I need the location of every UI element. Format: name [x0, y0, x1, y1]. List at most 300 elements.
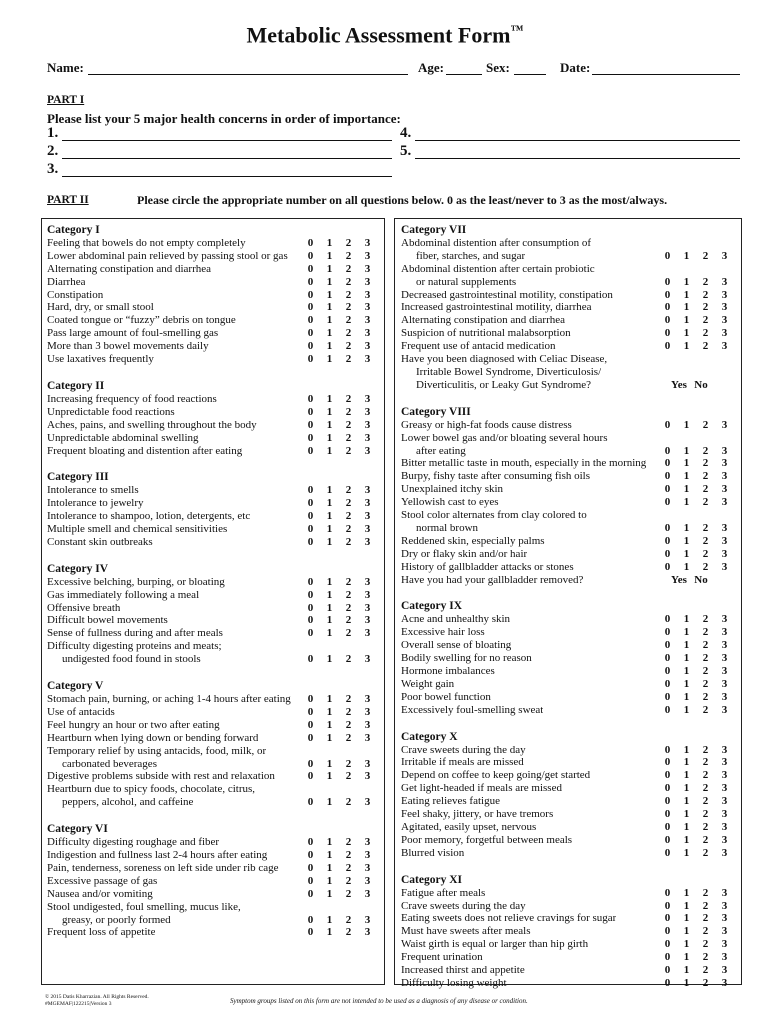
- rating-option-0[interactable]: 0: [664, 560, 671, 573]
- rating-option-3[interactable]: 3: [364, 392, 371, 405]
- rating-option-1[interactable]: 1: [326, 288, 333, 301]
- rating-option-1[interactable]: 1: [326, 340, 333, 353]
- rating-option-2[interactable]: 2: [702, 886, 709, 899]
- rating-option-2[interactable]: 2: [702, 457, 709, 470]
- rating-option-1[interactable]: 1: [326, 444, 333, 457]
- rating-option-0[interactable]: 0: [307, 523, 314, 536]
- rating-option-0[interactable]: 0: [664, 470, 671, 483]
- rating-option-2[interactable]: 2: [345, 301, 352, 314]
- rating-option-3[interactable]: 3: [721, 912, 728, 925]
- rating-option-1[interactable]: 1: [326, 392, 333, 405]
- rating-option-2[interactable]: 2: [345, 861, 352, 874]
- rating-option-0[interactable]: 0: [307, 353, 314, 366]
- rating-option-3[interactable]: 3: [721, 833, 728, 846]
- rating-option-3[interactable]: 3: [721, 899, 728, 912]
- rating-option-1[interactable]: 1: [683, 925, 690, 938]
- rating-option-0[interactable]: 0: [664, 340, 671, 353]
- rating-option-3[interactable]: 3: [721, 886, 728, 899]
- rating-option-1[interactable]: 1: [326, 327, 333, 340]
- rating-option-3[interactable]: 3: [721, 820, 728, 833]
- rating-option-2[interactable]: 2: [702, 677, 709, 690]
- rating-option-2[interactable]: 2: [702, 340, 709, 353]
- rating-option-0[interactable]: 0: [664, 925, 671, 938]
- rating-option-1[interactable]: 1: [326, 262, 333, 275]
- concern-1-field[interactable]: [62, 140, 392, 141]
- rating-option-2[interactable]: 2: [345, 693, 352, 705]
- rating-option-1[interactable]: 1: [326, 588, 333, 601]
- rating-option-2[interactable]: 2: [345, 731, 352, 744]
- rating-option-3[interactable]: 3: [364, 848, 371, 861]
- rating-option-0[interactable]: 0: [307, 327, 314, 340]
- rating-option-3[interactable]: 3: [721, 483, 728, 496]
- rating-option-2[interactable]: 2: [702, 652, 709, 665]
- rating-option-0[interactable]: 0: [307, 770, 314, 783]
- rating-option-3[interactable]: 3: [721, 314, 728, 327]
- rating-option-0[interactable]: 0: [664, 899, 671, 912]
- rating-option-1[interactable]: 1: [326, 236, 333, 249]
- rating-option-1[interactable]: 1: [683, 899, 690, 912]
- rating-option-3[interactable]: 3: [721, 743, 728, 756]
- rating-option-1[interactable]: 1: [683, 275, 690, 288]
- rating-option-3[interactable]: 3: [364, 288, 371, 301]
- rating-option-2[interactable]: 2: [702, 976, 709, 989]
- rating-option-2[interactable]: 2: [345, 601, 352, 614]
- rating-option-2[interactable]: 2: [702, 547, 709, 560]
- rating-option-1[interactable]: 1: [683, 743, 690, 756]
- rating-option-0[interactable]: 0: [307, 575, 314, 588]
- rating-option-3[interactable]: 3: [364, 796, 371, 809]
- rating-option-2[interactable]: 2: [345, 757, 352, 770]
- rating-option-3[interactable]: 3: [721, 769, 728, 782]
- rating-option-0[interactable]: 0: [307, 510, 314, 523]
- rating-option-3[interactable]: 3: [721, 976, 728, 989]
- rating-option-2[interactable]: 2: [345, 249, 352, 262]
- rating-option-2[interactable]: 2: [702, 275, 709, 288]
- rating-option-3[interactable]: 3: [721, 703, 728, 716]
- rating-option-2[interactable]: 2: [345, 796, 352, 809]
- rating-option-2[interactable]: 2: [345, 575, 352, 588]
- rating-option-1[interactable]: 1: [683, 560, 690, 573]
- rating-option-2[interactable]: 2: [702, 703, 709, 716]
- rating-option-2[interactable]: 2: [702, 846, 709, 859]
- rating-option-0[interactable]: 0: [307, 693, 314, 705]
- rating-option-2[interactable]: 2: [702, 521, 709, 534]
- rating-option-3[interactable]: 3: [721, 756, 728, 769]
- rating-option-1[interactable]: 1: [326, 705, 333, 718]
- rating-option-0[interactable]: 0: [307, 249, 314, 262]
- rating-option-2[interactable]: 2: [702, 820, 709, 833]
- rating-option-0[interactable]: 0: [307, 718, 314, 731]
- rating-option-1[interactable]: 1: [683, 288, 690, 301]
- rating-option-2[interactable]: 2: [702, 534, 709, 547]
- rating-option-0[interactable]: 0: [307, 431, 314, 444]
- concern-2-field[interactable]: [62, 158, 392, 159]
- rating-option-0[interactable]: 0: [307, 861, 314, 874]
- rating-option-3[interactable]: 3: [364, 418, 371, 431]
- rating-option-0[interactable]: 0: [664, 301, 671, 314]
- rating-option-2[interactable]: 2: [702, 626, 709, 639]
- rating-option-3[interactable]: 3: [364, 497, 371, 510]
- rating-option-0[interactable]: 0: [664, 951, 671, 964]
- rating-option-2[interactable]: 2: [702, 782, 709, 795]
- rating-option-1[interactable]: 1: [683, 820, 690, 833]
- rating-option-2[interactable]: 2: [345, 262, 352, 275]
- rating-option-1[interactable]: 1: [326, 301, 333, 314]
- rating-option-2[interactable]: 2: [345, 913, 352, 926]
- rating-option-1[interactable]: 1: [683, 846, 690, 859]
- rating-option-2[interactable]: 2: [345, 431, 352, 444]
- rating-option-2[interactable]: 2: [702, 249, 709, 262]
- rating-option-2[interactable]: 2: [702, 665, 709, 677]
- rating-option-2[interactable]: 2: [345, 627, 352, 640]
- rating-option-2[interactable]: 2: [702, 925, 709, 938]
- rating-option-2[interactable]: 2: [345, 275, 352, 288]
- sex-field[interactable]: [514, 74, 546, 75]
- rating-option-1[interactable]: 1: [683, 613, 690, 626]
- rating-option-3[interactable]: 3: [364, 236, 371, 249]
- rating-option-1[interactable]: 1: [326, 575, 333, 588]
- rating-option-3[interactable]: 3: [364, 314, 371, 327]
- no-option[interactable]: No: [694, 378, 708, 391]
- rating-option-2[interactable]: 2: [345, 926, 352, 939]
- rating-option-0[interactable]: 0: [307, 601, 314, 614]
- rating-option-0[interactable]: 0: [664, 677, 671, 690]
- rating-option-3[interactable]: 3: [721, 275, 728, 288]
- rating-option-0[interactable]: 0: [664, 521, 671, 534]
- rating-option-3[interactable]: 3: [364, 405, 371, 418]
- rating-option-3[interactable]: 3: [721, 444, 728, 457]
- rating-option-2[interactable]: 2: [345, 444, 352, 457]
- rating-option-2[interactable]: 2: [345, 653, 352, 666]
- rating-option-1[interactable]: 1: [326, 275, 333, 288]
- rating-option-2[interactable]: 2: [345, 497, 352, 510]
- rating-option-0[interactable]: 0: [664, 483, 671, 496]
- rating-option-3[interactable]: 3: [364, 262, 371, 275]
- rating-option-2[interactable]: 2: [345, 288, 352, 301]
- rating-option-0[interactable]: 0: [307, 288, 314, 301]
- rating-option-1[interactable]: 1: [326, 913, 333, 926]
- rating-option-0[interactable]: 0: [664, 665, 671, 677]
- rating-option-2[interactable]: 2: [345, 418, 352, 431]
- rating-option-0[interactable]: 0: [307, 236, 314, 249]
- rating-option-3[interactable]: 3: [364, 757, 371, 770]
- rating-option-1[interactable]: 1: [683, 483, 690, 496]
- rating-option-3[interactable]: 3: [364, 431, 371, 444]
- rating-option-0[interactable]: 0: [307, 314, 314, 327]
- rating-option-0[interactable]: 0: [664, 756, 671, 769]
- rating-option-2[interactable]: 2: [345, 405, 352, 418]
- rating-option-0[interactable]: 0: [307, 796, 314, 809]
- rating-option-2[interactable]: 2: [702, 470, 709, 483]
- rating-option-2[interactable]: 2: [702, 690, 709, 703]
- rating-option-1[interactable]: 1: [683, 938, 690, 951]
- rating-option-3[interactable]: 3: [721, 249, 728, 262]
- rating-option-0[interactable]: 0: [307, 614, 314, 627]
- rating-option-3[interactable]: 3: [364, 601, 371, 614]
- rating-option-0[interactable]: 0: [307, 588, 314, 601]
- rating-option-2[interactable]: 2: [345, 314, 352, 327]
- rating-option-1[interactable]: 1: [683, 703, 690, 716]
- rating-option-0[interactable]: 0: [664, 782, 671, 795]
- rating-option-3[interactable]: 3: [721, 613, 728, 626]
- rating-option-2[interactable]: 2: [345, 353, 352, 366]
- rating-option-2[interactable]: 2: [345, 836, 352, 849]
- rating-option-0[interactable]: 0: [307, 535, 314, 548]
- name-field[interactable]: [88, 74, 408, 75]
- rating-option-3[interactable]: 3: [721, 951, 728, 964]
- rating-option-0[interactable]: 0: [307, 913, 314, 926]
- rating-option-0[interactable]: 0: [307, 848, 314, 861]
- rating-option-2[interactable]: 2: [702, 418, 709, 431]
- rating-option-2[interactable]: 2: [702, 769, 709, 782]
- rating-option-1[interactable]: 1: [326, 693, 333, 705]
- rating-option-1[interactable]: 1: [326, 796, 333, 809]
- rating-option-1[interactable]: 1: [326, 627, 333, 640]
- rating-option-3[interactable]: 3: [721, 665, 728, 677]
- rating-option-3[interactable]: 3: [364, 874, 371, 887]
- rating-option-1[interactable]: 1: [683, 665, 690, 677]
- rating-option-0[interactable]: 0: [664, 275, 671, 288]
- rating-option-3[interactable]: 3: [721, 418, 728, 431]
- rating-option-3[interactable]: 3: [364, 575, 371, 588]
- rating-option-0[interactable]: 0: [664, 690, 671, 703]
- rating-option-2[interactable]: 2: [345, 614, 352, 627]
- rating-option-3[interactable]: 3: [364, 588, 371, 601]
- rating-option-0[interactable]: 0: [664, 743, 671, 756]
- rating-option-3[interactable]: 3: [364, 484, 371, 497]
- rating-option-3[interactable]: 3: [721, 639, 728, 652]
- rating-option-0[interactable]: 0: [307, 874, 314, 887]
- rating-option-3[interactable]: 3: [364, 926, 371, 939]
- rating-option-0[interactable]: 0: [664, 808, 671, 821]
- rating-option-1[interactable]: 1: [683, 626, 690, 639]
- rating-option-1[interactable]: 1: [683, 418, 690, 431]
- rating-option-2[interactable]: 2: [345, 718, 352, 731]
- rating-option-0[interactable]: 0: [664, 547, 671, 560]
- rating-option-1[interactable]: 1: [326, 249, 333, 262]
- rating-option-3[interactable]: 3: [721, 560, 728, 573]
- rating-option-3[interactable]: 3: [721, 340, 728, 353]
- rating-option-1[interactable]: 1: [326, 418, 333, 431]
- rating-option-2[interactable]: 2: [702, 795, 709, 808]
- rating-option-0[interactable]: 0: [307, 418, 314, 431]
- rating-option-0[interactable]: 0: [664, 833, 671, 846]
- rating-option-2[interactable]: 2: [345, 392, 352, 405]
- yes-option[interactable]: Yes: [671, 378, 687, 391]
- rating-option-0[interactable]: 0: [664, 795, 671, 808]
- rating-option-1[interactable]: 1: [683, 652, 690, 665]
- rating-option-3[interactable]: 3: [364, 535, 371, 548]
- rating-option-1[interactable]: 1: [683, 808, 690, 821]
- rating-option-3[interactable]: 3: [721, 626, 728, 639]
- rating-option-0[interactable]: 0: [664, 703, 671, 716]
- rating-option-2[interactable]: 2: [345, 327, 352, 340]
- rating-option-0[interactable]: 0: [307, 392, 314, 405]
- rating-option-0[interactable]: 0: [664, 457, 671, 470]
- rating-option-1[interactable]: 1: [326, 614, 333, 627]
- rating-option-0[interactable]: 0: [664, 886, 671, 899]
- rating-option-2[interactable]: 2: [345, 523, 352, 536]
- rating-option-2[interactable]: 2: [702, 743, 709, 756]
- rating-option-2[interactable]: 2: [702, 613, 709, 626]
- rating-option-3[interactable]: 3: [721, 288, 728, 301]
- rating-option-1[interactable]: 1: [326, 848, 333, 861]
- rating-option-0[interactable]: 0: [664, 820, 671, 833]
- rating-option-3[interactable]: 3: [721, 496, 728, 509]
- rating-option-3[interactable]: 3: [364, 627, 371, 640]
- rating-option-2[interactable]: 2: [702, 301, 709, 314]
- concern-4-field[interactable]: [415, 140, 740, 141]
- rating-option-0[interactable]: 0: [664, 769, 671, 782]
- rating-option-2[interactable]: 2: [345, 874, 352, 887]
- rating-option-1[interactable]: 1: [683, 639, 690, 652]
- rating-option-3[interactable]: 3: [364, 770, 371, 783]
- rating-option-1[interactable]: 1: [683, 677, 690, 690]
- rating-option-2[interactable]: 2: [702, 912, 709, 925]
- concern-5-field[interactable]: [415, 158, 740, 159]
- rating-option-2[interactable]: 2: [702, 899, 709, 912]
- rating-option-0[interactable]: 0: [307, 653, 314, 666]
- rating-option-1[interactable]: 1: [683, 301, 690, 314]
- rating-option-3[interactable]: 3: [721, 677, 728, 690]
- rating-option-1[interactable]: 1: [683, 444, 690, 457]
- rating-option-0[interactable]: 0: [664, 912, 671, 925]
- rating-option-1[interactable]: 1: [326, 718, 333, 731]
- rating-option-2[interactable]: 2: [345, 340, 352, 353]
- rating-option-1[interactable]: 1: [683, 249, 690, 262]
- rating-option-1[interactable]: 1: [326, 653, 333, 666]
- rating-option-3[interactable]: 3: [721, 690, 728, 703]
- rating-option-2[interactable]: 2: [702, 496, 709, 509]
- rating-option-2[interactable]: 2: [702, 483, 709, 496]
- rating-option-0[interactable]: 0: [307, 484, 314, 497]
- rating-option-1[interactable]: 1: [326, 731, 333, 744]
- rating-option-2[interactable]: 2: [702, 938, 709, 951]
- rating-option-3[interactable]: 3: [364, 275, 371, 288]
- rating-option-0[interactable]: 0: [307, 836, 314, 849]
- rating-option-1[interactable]: 1: [683, 340, 690, 353]
- rating-option-1[interactable]: 1: [326, 601, 333, 614]
- rating-option-2[interactable]: 2: [345, 484, 352, 497]
- rating-option-1[interactable]: 1: [683, 976, 690, 989]
- rating-option-2[interactable]: 2: [702, 808, 709, 821]
- rating-option-2[interactable]: 2: [345, 848, 352, 861]
- rating-option-1[interactable]: 1: [683, 782, 690, 795]
- rating-option-1[interactable]: 1: [326, 431, 333, 444]
- rating-option-2[interactable]: 2: [345, 705, 352, 718]
- rating-option-1[interactable]: 1: [326, 836, 333, 849]
- rating-option-0[interactable]: 0: [664, 626, 671, 639]
- rating-option-1[interactable]: 1: [683, 534, 690, 547]
- rating-option-1[interactable]: 1: [326, 497, 333, 510]
- rating-option-0[interactable]: 0: [664, 534, 671, 547]
- rating-option-3[interactable]: 3: [721, 795, 728, 808]
- rating-option-0[interactable]: 0: [307, 627, 314, 640]
- rating-option-1[interactable]: 1: [683, 951, 690, 964]
- rating-option-0[interactable]: 0: [307, 405, 314, 418]
- rating-option-3[interactable]: 3: [721, 534, 728, 547]
- date-field[interactable]: [592, 74, 740, 75]
- rating-option-1[interactable]: 1: [683, 547, 690, 560]
- rating-option-2[interactable]: 2: [702, 951, 709, 964]
- rating-option-2[interactable]: 2: [345, 510, 352, 523]
- rating-option-0[interactable]: 0: [307, 926, 314, 939]
- rating-option-0[interactable]: 0: [307, 887, 314, 900]
- rating-option-1[interactable]: 1: [326, 757, 333, 770]
- rating-option-3[interactable]: 3: [721, 652, 728, 665]
- rating-option-2[interactable]: 2: [345, 887, 352, 900]
- rating-option-1[interactable]: 1: [326, 353, 333, 366]
- rating-option-2[interactable]: 2: [702, 639, 709, 652]
- rating-option-0[interactable]: 0: [664, 314, 671, 327]
- no-option[interactable]: No: [694, 573, 708, 586]
- rating-option-0[interactable]: 0: [664, 964, 671, 977]
- rating-option-0[interactable]: 0: [307, 340, 314, 353]
- rating-option-3[interactable]: 3: [364, 340, 371, 353]
- rating-option-3[interactable]: 3: [721, 846, 728, 859]
- rating-option-1[interactable]: 1: [326, 523, 333, 536]
- rating-option-1[interactable]: 1: [683, 470, 690, 483]
- rating-option-2[interactable]: 2: [702, 314, 709, 327]
- rating-option-0[interactable]: 0: [307, 497, 314, 510]
- rating-option-3[interactable]: 3: [721, 470, 728, 483]
- rating-option-0[interactable]: 0: [664, 652, 671, 665]
- rating-option-3[interactable]: 3: [364, 913, 371, 926]
- rating-option-1[interactable]: 1: [326, 510, 333, 523]
- rating-option-3[interactable]: 3: [721, 521, 728, 534]
- rating-option-2[interactable]: 2: [345, 535, 352, 548]
- rating-option-1[interactable]: 1: [683, 496, 690, 509]
- rating-option-1[interactable]: 1: [683, 912, 690, 925]
- rating-option-2[interactable]: 2: [702, 756, 709, 769]
- rating-option-0[interactable]: 0: [664, 639, 671, 652]
- rating-option-3[interactable]: 3: [721, 808, 728, 821]
- rating-option-3[interactable]: 3: [364, 614, 371, 627]
- rating-option-1[interactable]: 1: [326, 887, 333, 900]
- rating-option-3[interactable]: 3: [721, 457, 728, 470]
- rating-option-3[interactable]: 3: [364, 693, 371, 705]
- rating-option-0[interactable]: 0: [664, 418, 671, 431]
- rating-option-1[interactable]: 1: [326, 861, 333, 874]
- rating-option-1[interactable]: 1: [326, 484, 333, 497]
- rating-option-1[interactable]: 1: [683, 521, 690, 534]
- rating-option-2[interactable]: 2: [345, 588, 352, 601]
- rating-option-2[interactable]: 2: [345, 236, 352, 249]
- rating-option-3[interactable]: 3: [364, 523, 371, 536]
- rating-option-1[interactable]: 1: [326, 926, 333, 939]
- rating-option-3[interactable]: 3: [364, 653, 371, 666]
- rating-option-3[interactable]: 3: [364, 353, 371, 366]
- rating-option-2[interactable]: 2: [702, 964, 709, 977]
- rating-option-0[interactable]: 0: [664, 976, 671, 989]
- rating-option-1[interactable]: 1: [326, 770, 333, 783]
- rating-option-3[interactable]: 3: [721, 327, 728, 340]
- rating-option-3[interactable]: 3: [364, 301, 371, 314]
- rating-option-1[interactable]: 1: [683, 756, 690, 769]
- rating-option-0[interactable]: 0: [664, 444, 671, 457]
- rating-option-2[interactable]: 2: [702, 288, 709, 301]
- rating-option-0[interactable]: 0: [664, 613, 671, 626]
- rating-option-1[interactable]: 1: [683, 833, 690, 846]
- concern-3-field[interactable]: [62, 176, 392, 177]
- rating-option-0[interactable]: 0: [664, 249, 671, 262]
- rating-option-1[interactable]: 1: [326, 405, 333, 418]
- rating-option-1[interactable]: 1: [683, 327, 690, 340]
- age-field[interactable]: [446, 74, 482, 75]
- rating-option-2[interactable]: 2: [702, 444, 709, 457]
- rating-option-0[interactable]: 0: [307, 705, 314, 718]
- rating-option-3[interactable]: 3: [721, 938, 728, 951]
